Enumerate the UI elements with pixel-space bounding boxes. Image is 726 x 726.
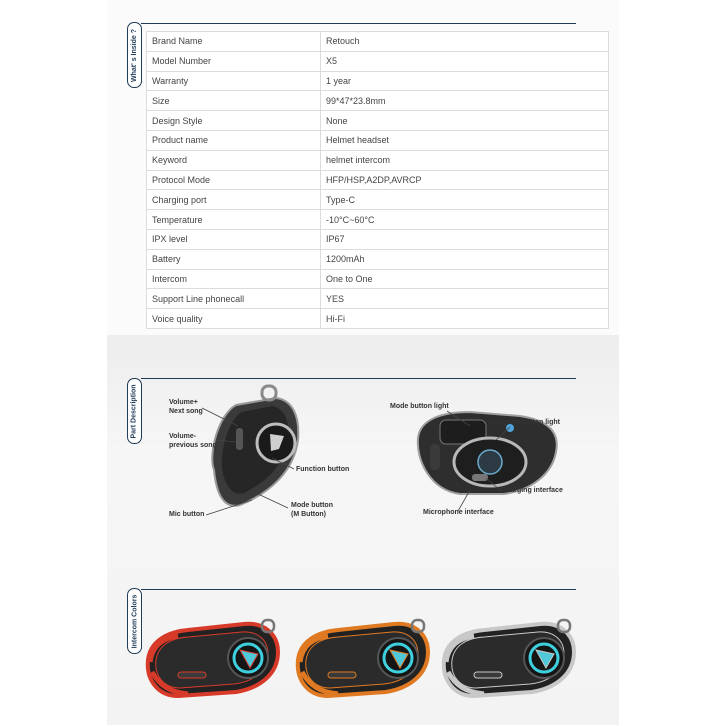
label-microphone-interface: Microphone interface [423, 509, 494, 516]
spec-value: None [321, 111, 609, 131]
spec-key: Support Line phonecall [147, 289, 321, 309]
spec-key: Battery [147, 249, 321, 269]
label-mode-button-light: Mode button light [390, 403, 449, 410]
spec-value: 99*47*23.8mm [321, 91, 609, 111]
spec-value: -10°C~60°C [321, 210, 609, 230]
label-line: Next song [169, 408, 203, 415]
spec-key: Design Style [147, 111, 321, 131]
label-line: Volume+ [169, 399, 198, 406]
label-function-button: Function button [296, 466, 350, 473]
spec-value: helmet intercom [321, 150, 609, 170]
section-title: Part Description [131, 383, 139, 439]
label-line: Volume- [169, 433, 197, 440]
spec-key: Intercom [147, 269, 321, 289]
spec-key: Temperature [147, 210, 321, 230]
intercom-silver [444, 620, 574, 696]
label-mic-button: Mic button [169, 511, 205, 518]
spec-key: Warranty [147, 71, 321, 91]
label-function-button-light: Function button light [490, 419, 560, 426]
label-charging-interface: Charging interface [501, 487, 563, 494]
spec-value: One to One [321, 269, 609, 289]
spec-value: YES [321, 289, 609, 309]
label-line: Mode button [291, 502, 333, 509]
spec-key: Charging port [147, 190, 321, 210]
spec-value: IP67 [321, 229, 609, 249]
section-title: Intercom Colors [131, 594, 138, 648]
section-title: What' s Inside ? [131, 28, 139, 82]
spec-key: IPX level [147, 229, 321, 249]
label-line: (M Button) [291, 511, 326, 518]
spec-key: Product name [147, 130, 321, 150]
spec-key: Keyword [147, 150, 321, 170]
label-line: previous song [169, 442, 217, 449]
spec-key: Size [147, 91, 321, 111]
spec-value: X5 [321, 51, 609, 71]
spec-value: 1 year [321, 71, 609, 91]
spec-value: Retouch [321, 32, 609, 52]
spec-key: Protocol Mode [147, 170, 321, 190]
spec-value: 1200mAh [321, 249, 609, 269]
spec-value: Helmet headset [321, 130, 609, 150]
spec-value: Type-C [321, 190, 609, 210]
intercom-red [148, 620, 278, 696]
spec-value: Hi-Fi [321, 309, 609, 329]
intercom-orange [298, 620, 428, 696]
spec-key: Voice quality [147, 309, 321, 329]
spec-key: Model Number [147, 51, 321, 71]
spec-key: Brand Name [147, 32, 321, 52]
spec-value: HFP/HSP,A2DP,AVRCP [321, 170, 609, 190]
